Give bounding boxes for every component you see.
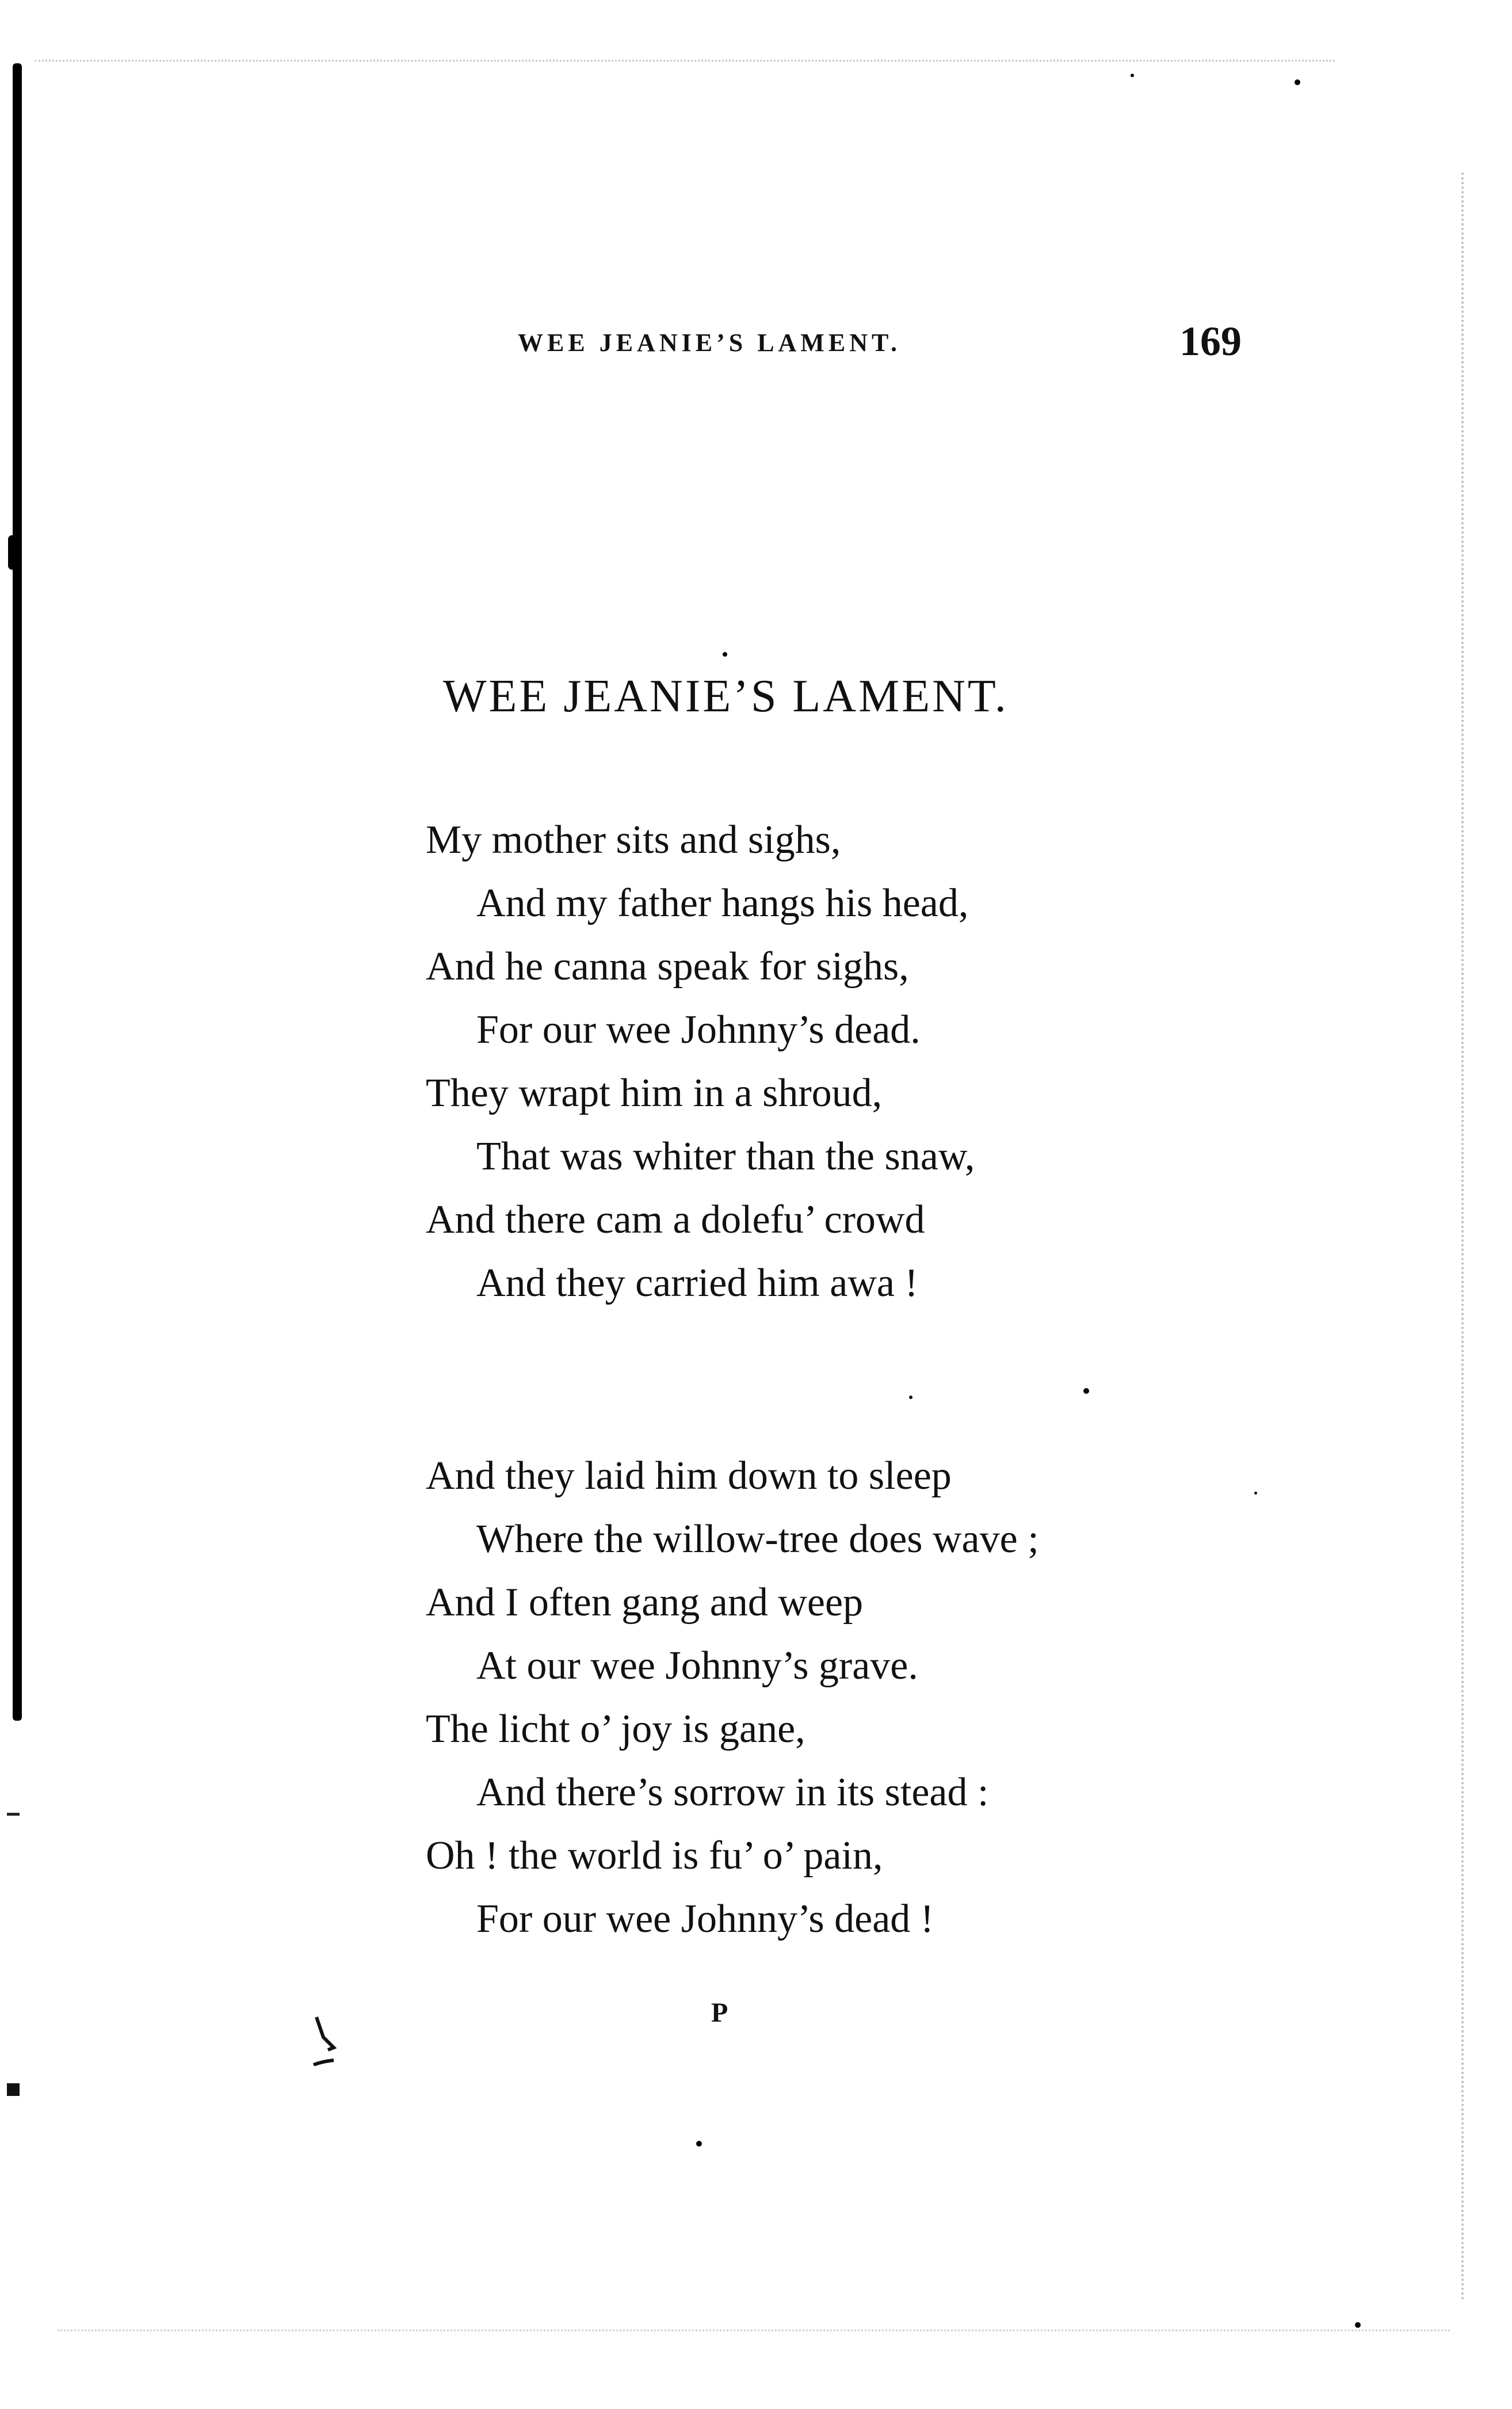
ink-speck	[909, 1396, 912, 1399]
poem-line: And there cam a dolefu’ crowd	[426, 1198, 925, 1242]
margin-hook-mark	[311, 2014, 345, 2066]
poem-line: And I often gang and weep	[426, 1580, 864, 1625]
poem-line: At our wee Johnny’s grave.	[476, 1644, 918, 1688]
poem-line: And my father hangs his head,	[476, 881, 969, 925]
stanza	[426, 809, 975, 1315]
poem-line: That was whiter than the snaw,	[476, 1134, 975, 1179]
scan-top-edge	[35, 60, 1335, 62]
poem-line: For our wee Johnny’s dead.	[476, 1008, 921, 1052]
margin-dash-mark	[7, 1813, 20, 1816]
signature-mark: P	[711, 1998, 728, 2028]
poem-line: And he canna speak for sighs,	[426, 944, 909, 989]
ink-speck	[1295, 79, 1300, 85]
poem-line: My mother sits and sighs,	[426, 818, 841, 862]
margin-square-mark	[7, 2083, 20, 2096]
poem-line: They wrapt him in a shroud,	[426, 1071, 883, 1115]
poem-line: For our wee Johnny’s dead !	[476, 1897, 934, 1941]
poem-title: WEE JEANIE’S LAMENT.	[443, 671, 1009, 722]
poem-line: The licht o’ joy is gane,	[426, 1707, 805, 1751]
poem-line: And there’s sorrow in its stead :	[476, 1770, 989, 1815]
binding-edge-shadow	[13, 63, 22, 1721]
poem-line: Where the willow-tree does wave ;	[476, 1517, 1039, 1561]
scan-right-edge	[1461, 173, 1464, 2302]
poem-line: And they carried him awa !	[476, 1261, 918, 1305]
ink-speck	[1254, 1492, 1257, 1495]
page-number: 169	[1179, 318, 1242, 364]
ink-speck	[1355, 2322, 1361, 2328]
poem-line: Oh ! the world is fu’ o’ pain,	[426, 1834, 883, 1878]
binding-edge-notch	[8, 535, 16, 570]
ink-speck	[1083, 1388, 1089, 1394]
scan-bottom-edge	[58, 2330, 1450, 2331]
poem-line: And they laid him down to sleep	[426, 1454, 952, 1498]
ink-speck	[696, 2141, 702, 2147]
running-head: WEE JEANIE’S LAMENT.	[518, 329, 902, 357]
ink-speck	[1131, 74, 1134, 77]
ink-speck	[723, 652, 727, 657]
stanza	[426, 1444, 1039, 1951]
